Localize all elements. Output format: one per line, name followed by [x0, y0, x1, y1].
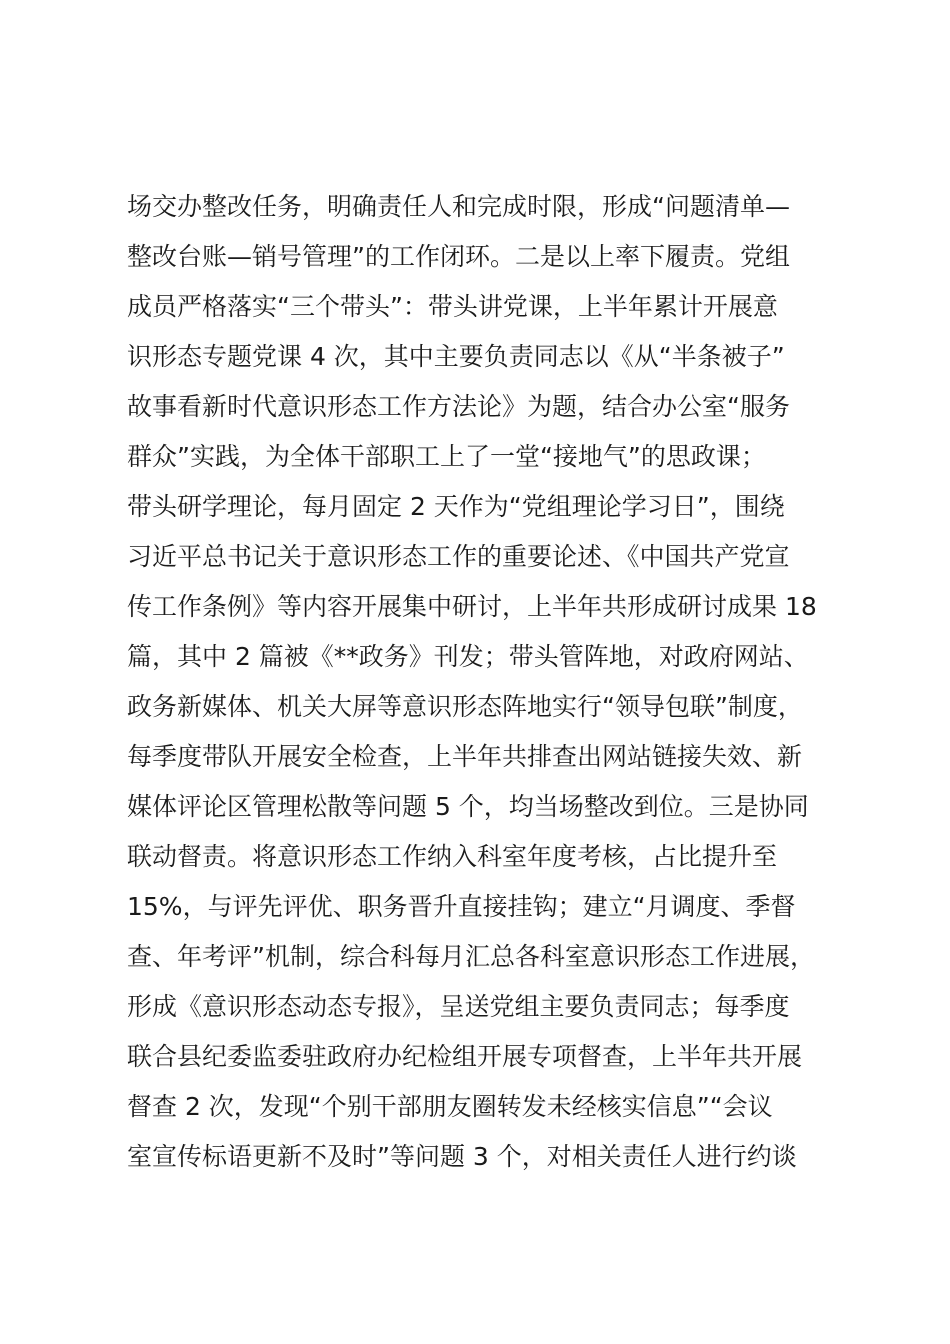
text-line: 政务新媒体、机关大屏等意识形态阵地实行“领导包联”制度，: [127, 692, 803, 721]
text-line: 每季度带队开展安全检查，上半年共排查出网站链接失效、新: [127, 742, 803, 771]
text-line: 传工作条例》等内容开展集中研讨，上半年共形成研讨成果 18: [127, 592, 817, 621]
text-line: 带头研学理论，每月固定 2 天作为“党组理论学习日”，围绕: [127, 492, 785, 521]
body-text: [127, 182, 867, 1182]
text-line: 联合县纪委监委驻政府办纪检组开展专项督查，上半年共开展: [127, 1042, 803, 1071]
text-line: 习近平总书记关于意识形态工作的重要论述、《中国共产党宣: [127, 542, 790, 571]
text-line: 群众”实践，为全体干部职工上了一堂“接地气”的思政课；: [127, 442, 766, 471]
text-line: 成员严格落实“三个带头”：带头讲党课，上半年累计开展意: [127, 292, 778, 321]
text-line: 故事看新时代意识形态工作方法论》为题，结合办公室“服务: [127, 392, 790, 421]
text-line: 整改台账—销号管理”的工作闭环。二是以上率下履责。党组: [127, 242, 790, 271]
text-line: 15%，与评先评优、职务晋升直接挂钩；建立“月调度、季督: [127, 892, 796, 921]
text-line: 查、年考评”机制，综合科每月汇总各科室意识形态工作进展，: [127, 942, 815, 971]
text-line: 篇，其中 2 篇被《**政务》刊发；带头管阵地，对政府网站、: [127, 642, 809, 671]
text-line: 识形态专题党课 4 次，其中主要负责同志以《从“半条被子”: [127, 342, 785, 371]
text-line: 媒体评论区管理松散等问题 5 个，均当场整改到位。三是协同: [127, 792, 809, 821]
text-line: 联动督责。将意识形态工作纳入科室年度考核，占比提升至: [127, 842, 778, 871]
text-line: 督查 2 次，发现“个别干部朋友圈转发未经核实信息”“会议: [127, 1092, 773, 1121]
text-line: 形成《意识形态动态专报》，呈送党组主要负责同志；每季度: [127, 992, 790, 1021]
text-line: 场交办整改任务，明确责任人和完成时限，形成“问题清单—: [127, 192, 790, 221]
text-line: 室宣传标语更新不及时”等问题 3 个，对相关责任人进行约谈: [127, 1142, 797, 1171]
